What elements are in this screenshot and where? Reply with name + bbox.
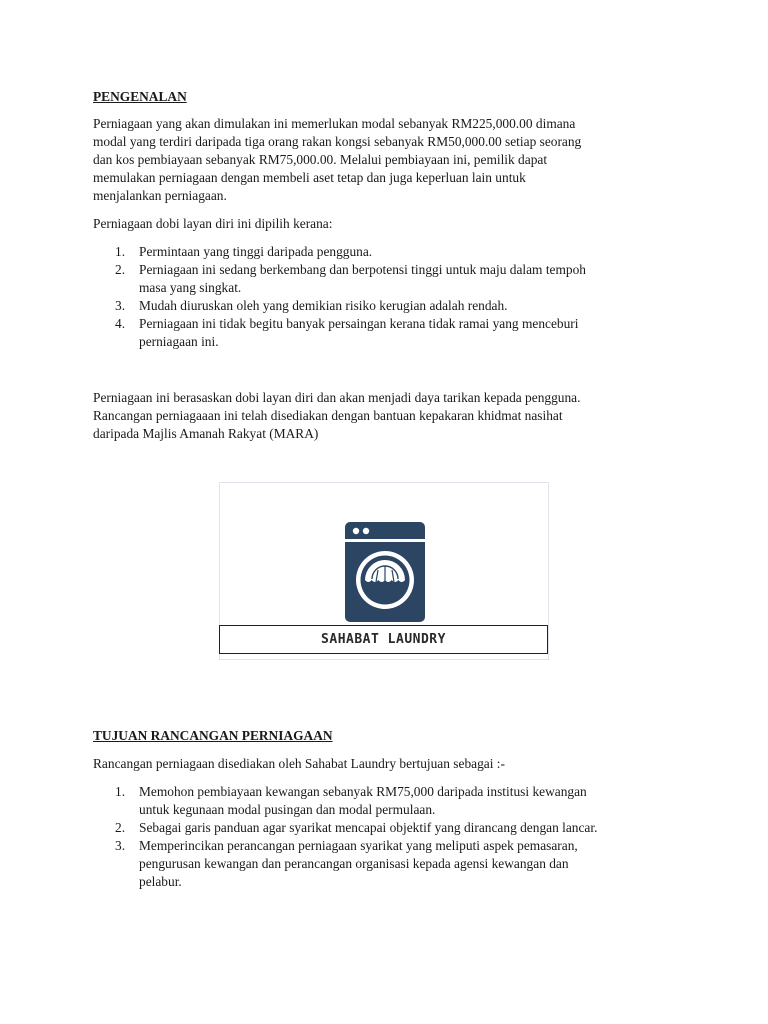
text-line: memulakan perniagaan dengan membeli aset tetap dan juga keperluan lain untuk bbox=[93, 170, 526, 185]
washing-machine-icon bbox=[345, 522, 425, 622]
list-text: untuk kegunaan modal pusingan dan modal permulaan. bbox=[139, 802, 436, 817]
list-item bbox=[93, 783, 597, 819]
list-text: Permintaan yang tinggi daripada pengguna. bbox=[139, 244, 373, 259]
intro-paragraph bbox=[93, 115, 683, 205]
list-number: 4. bbox=[115, 316, 126, 331]
list-text: Mudah diuruskan oleh yang demikian risiko kerugian adalah rendah. bbox=[139, 298, 508, 313]
list-text: masa yang singkat. bbox=[139, 280, 242, 295]
list-text: pelabur. bbox=[139, 874, 182, 889]
list-number: 2. bbox=[115, 820, 126, 835]
list-text: Memperincikan perancangan perniagaan syarikat yang meliputi aspek pemasaran, bbox=[139, 838, 578, 853]
list-number: 3. bbox=[115, 838, 126, 853]
list-text: Perniagaan ini sedang berkembang dan berpotensi tinggi untuk maju dalam tempoh bbox=[139, 262, 586, 277]
list-item bbox=[93, 819, 597, 837]
list-text: Sebagai garis panduan agar syarikat mencapai objektif yang dirancang dengan lancar. bbox=[139, 820, 598, 835]
purpose-lead: Rancangan perniagaan disediakan oleh Sahabat Laundry bertujuan sebagai :- bbox=[93, 756, 505, 771]
purpose-list bbox=[93, 783, 597, 891]
list-number: 1. bbox=[115, 784, 126, 799]
list-text: perniagaan ini. bbox=[139, 334, 219, 349]
list-text: Perniagaan ini tidak begitu banyak persaingan kerana tidak ramai yang menceburi bbox=[139, 316, 579, 331]
list-item bbox=[93, 261, 586, 297]
list-item bbox=[93, 297, 586, 315]
list-number: 3. bbox=[115, 298, 126, 313]
text-line: menjalankan perniagaan. bbox=[93, 188, 227, 203]
list-item bbox=[93, 243, 586, 261]
list-text: pengurusan kewangan dan perancangan organisasi kepada agensi kewangan dan bbox=[139, 856, 569, 871]
list-item bbox=[93, 315, 586, 351]
list-text: Memohon pembiayaan kewangan sebanyak RM75,000 daripada institusi kewangan bbox=[139, 784, 587, 799]
list-item bbox=[93, 837, 597, 891]
brand-name: SAHABAT LAUNDRY bbox=[219, 625, 548, 654]
text-line: daripada Majlis Amanah Rakyat (MARA) bbox=[93, 426, 319, 441]
section-heading-tujuan: TUJUAN RANCANGAN PERNIAGAAN bbox=[93, 728, 333, 743]
text-line: dan kos pembiayaan sebanyak RM75,000.00. Melalui pembiayaan ini, pemilik dapat bbox=[93, 152, 548, 167]
reasons-lead: Perniagaan dobi layan diri ini dipilih kerana: bbox=[93, 216, 333, 231]
list-number: 1. bbox=[115, 244, 126, 259]
section-heading-pengenalan: PENGENALAN bbox=[93, 89, 187, 104]
text-line: Rancangan perniagaaan ini telah disediakan dengan bantuan kepakaran khidmat nasihat bbox=[93, 408, 563, 423]
text-line: Perniagaan ini berasaskan dobi layan diri dan akan menjadi daya tarikan kepada pengguna. bbox=[93, 390, 581, 405]
list-number: 2. bbox=[115, 262, 126, 277]
reasons-list bbox=[93, 243, 586, 351]
text-line: Perniagaan yang akan dimulakan ini memerlukan modal sebanyak RM225,000.00 dimana bbox=[93, 116, 576, 131]
closing-paragraph bbox=[93, 389, 683, 443]
text-line: modal yang terdiri daripada tiga orang rakan kongsi sebanyak RM50,000.00 setiap seorang bbox=[93, 134, 582, 149]
